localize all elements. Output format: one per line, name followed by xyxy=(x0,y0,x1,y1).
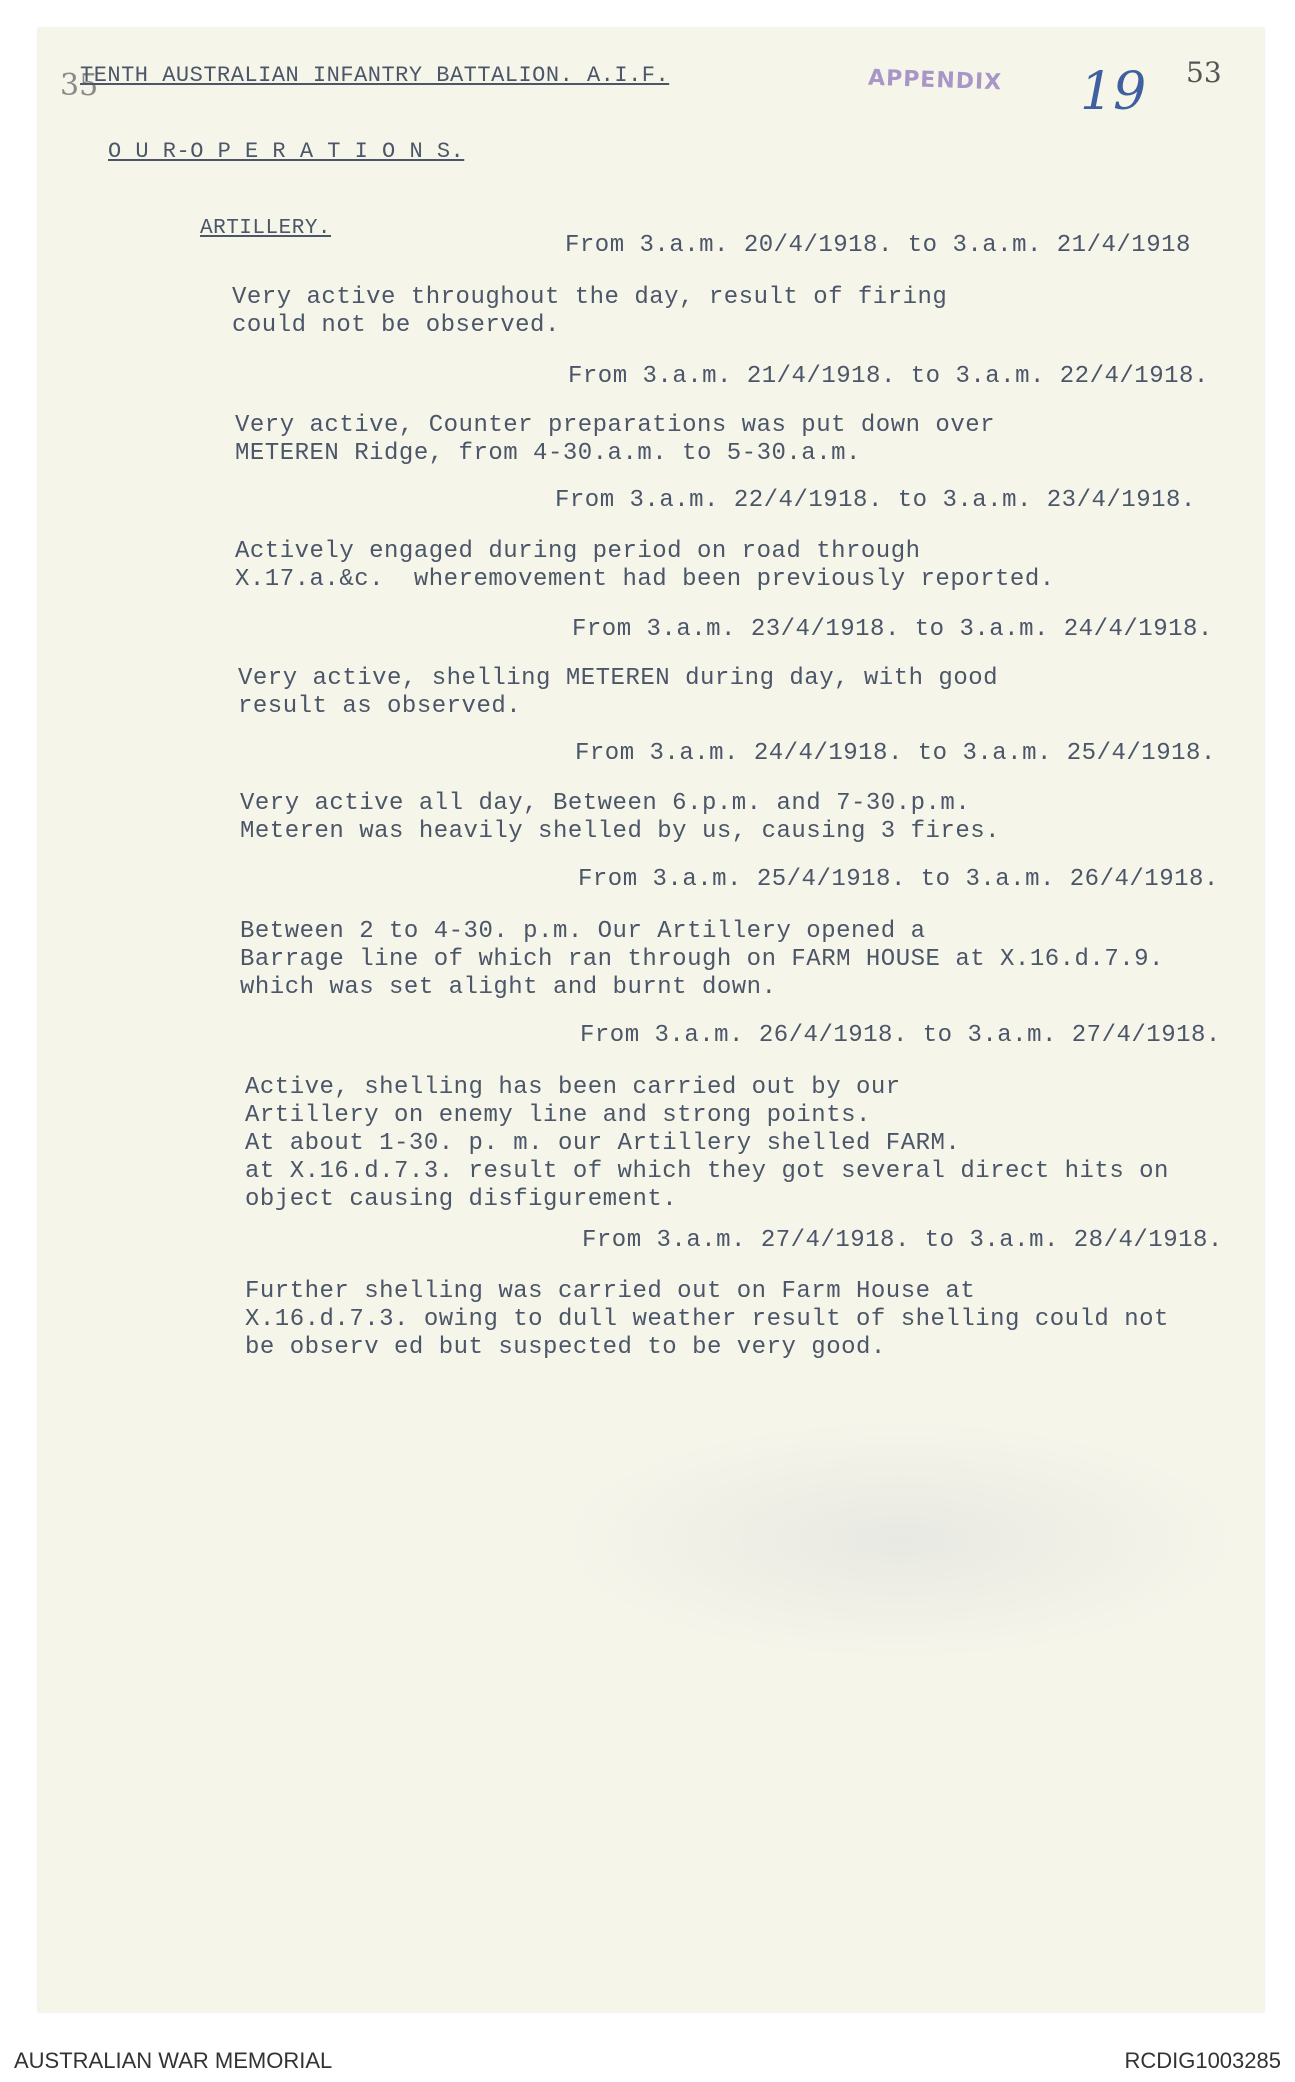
entry-text-7a: Active, shelling has been carried out by our Artillery on enemy line and strong points. xyxy=(245,1074,901,1129)
entry-text-4: Very active, shelling METEREN during day, with good result as observed. xyxy=(238,665,999,720)
battalion-heading: TENTH AUSTRALIAN INFANTRY BATTALION. A.I.F. xyxy=(80,63,670,88)
document-title: O U R-O P E R A T I O N S. xyxy=(108,139,465,164)
entry-text-5: Very active all day, Between 6.p.m. and 7-30.p.m. Meteren was heavily shelled by us, causing 3 fires. xyxy=(240,790,1001,845)
entry-date-2: From 3.a.m. 21/4/1918. to 3.a.m. 22/4/1918. xyxy=(568,363,1209,390)
footer-id: RCDIG1003285 xyxy=(1124,2048,1281,2073)
appendix-number-handwritten: 19 xyxy=(1080,62,1147,122)
entry-text-7b: At about 1-30. p. m. our Artillery shelled FARM. at X.16.d.7.3. result of which they got several direct hits on object causing disfigurement. xyxy=(245,1130,1169,1213)
entry-text-8: Further shelling was carried out on Farm House at X.16.d.7.3. owing to dull weather result of shelling could not be observ ed but suspected to be very good. xyxy=(245,1278,1169,1361)
entry-date-7: From 3.a.m. 26/4/1918. to 3.a.m. 27/4/1918. xyxy=(580,1022,1221,1049)
entry-date-5: From 3.a.m. 24/4/1918. to 3.a.m. 25/4/1918. xyxy=(575,740,1216,767)
margin-number: 35 xyxy=(60,68,99,103)
entry-date-1: From 3.a.m. 20/4/1918. to 3.a.m. 21/4/1918 xyxy=(565,232,1191,259)
entry-text-1: Very active throughout the day, result of firing could not be observed. xyxy=(232,284,948,339)
appendix-stamp: APPENDIX xyxy=(867,65,1003,96)
entry-text-3: Actively engaged during period on road through X.17.a.&c. wheremovement had been previously reported. xyxy=(235,538,1055,593)
page-number: 53 xyxy=(1186,56,1222,89)
entry-date-6: From 3.a.m. 25/4/1918. to 3.a.m. 26/4/1918. xyxy=(578,866,1219,893)
entry-text-6: Between 2 to 4-30. p.m. Our Artillery opened a Barrage line of which ran through on FARM HOUSE at X.16.d.7.9. which was set alight and burnt down. xyxy=(240,918,1164,1001)
bleed-through-smudge xyxy=(560,1420,1240,1660)
footer-credit: AUSTRALIAN WAR MEMORIAL xyxy=(14,2048,333,2073)
entry-date-3: From 3.a.m. 22/4/1918. to 3.a.m. 23/4/1918. xyxy=(555,487,1196,514)
entry-text-2: Very active, Counter preparations was put down over METEREN Ridge, from 4-30.a.m. to 5-30.a.m. xyxy=(235,412,996,467)
entry-date-8: From 3.a.m. 27/4/1918. to 3.a.m. 28/4/1918. xyxy=(582,1227,1223,1254)
section-heading: ARTILLERY. xyxy=(200,217,332,240)
entry-date-4: From 3.a.m. 23/4/1918. to 3.a.m. 24/4/1918. xyxy=(572,616,1213,643)
